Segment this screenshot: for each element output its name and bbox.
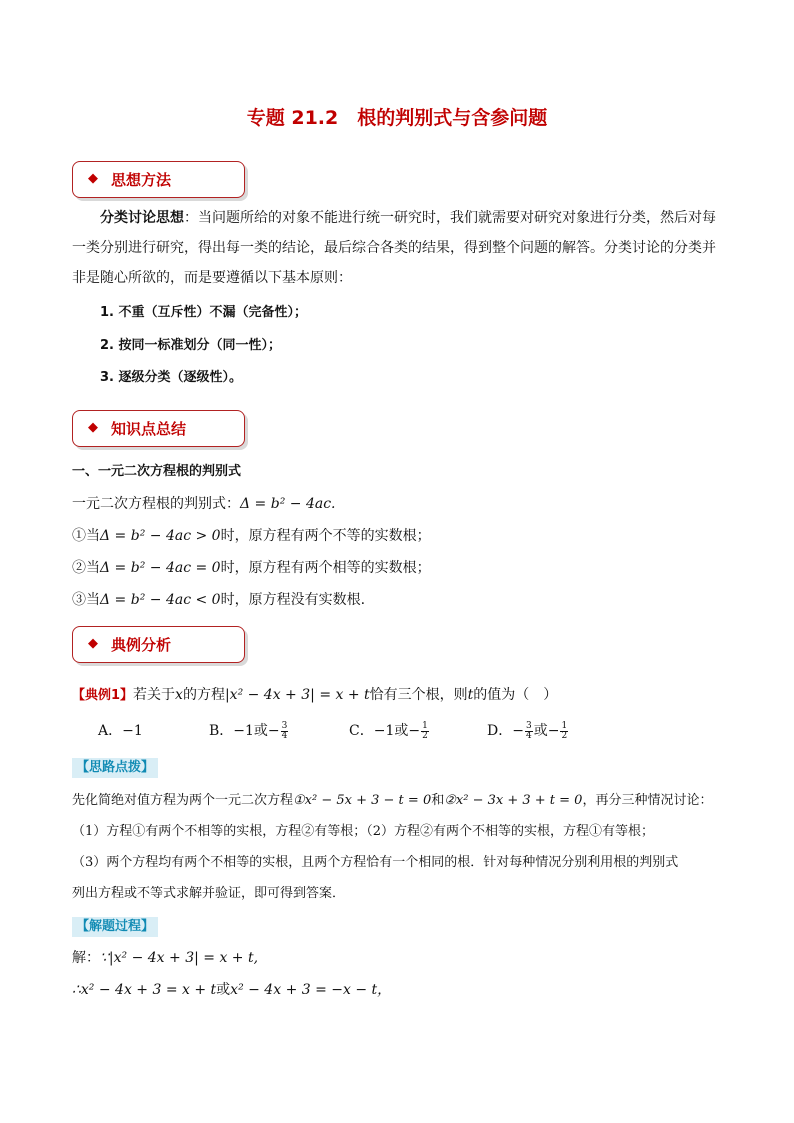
section-header-example (72, 626, 245, 663)
section-title-example: 典例分析 (111, 636, 172, 654)
method-bold-lead: 分类讨论思想 (100, 210, 184, 226)
section-header-method (72, 161, 245, 198)
option-text: −1 (122, 723, 143, 739)
hint-line-4: 列出方程或不等式求解并验证，即可得到答案． (72, 886, 346, 901)
option-text: −1或− (233, 723, 280, 739)
fraction (281, 722, 289, 741)
fraction (421, 722, 429, 741)
hint-tag: 【思路点拨】 (72, 758, 158, 778)
diamond-icon: ◆ (88, 420, 98, 435)
q-pre: 若关于 (133, 687, 176, 703)
solution-tag: 【解题过程】 (72, 917, 158, 937)
case-number: ③ (72, 592, 86, 608)
method-paragraph-line1 (100, 208, 716, 228)
method-paragraph-line3: 非是随心所欲的，而是要遵循以下基本原则： (72, 270, 352, 286)
numerator: 1 (561, 720, 568, 731)
knowledge-heading: 一、一元二次方程根的判别式 (72, 464, 242, 479)
knowledge-case-2 (72, 558, 431, 578)
example-question (72, 685, 557, 706)
denominator: 2 (561, 730, 568, 741)
case-post: 时，原方程有两个不等的实数根； (220, 528, 431, 544)
section-title-method: 思想方法 (111, 171, 172, 189)
hint-equation-2: ②x² − 3x + 3 + t = 0 (444, 793, 583, 808)
solution-line-1 (72, 948, 258, 968)
method-rule-1: 1. 不重（互斥性）不漏（完备性）； (100, 305, 308, 320)
solution-text: 或 (216, 982, 231, 998)
knowledge-case-1 (72, 526, 431, 546)
discriminant-formula: Δ = b² − 4ac. (240, 496, 336, 512)
option-letter: C． (349, 723, 374, 739)
option-letter: D． (487, 723, 513, 739)
section-title-knowledge: 知识点总结 (111, 420, 187, 438)
method-paragraph-line2: 一类分别进行研究，得出每一类的结论，最后综合各类的结果，得到整个问题的解答。分类讨论的分类并 (72, 240, 716, 256)
denominator: 2 (422, 730, 428, 741)
option-letter: B． (209, 723, 234, 739)
method-rule-2: 2. 按同一标准划分（同一性）； (100, 338, 282, 353)
page-title: 专题 21.2 根的判别式与含参问题 (246, 107, 548, 129)
solution-math: x² − 4x + 3 = −x − t， (230, 982, 392, 998)
hint-line-2: （1）方程①有两个不相等的实根，方程②有等根；（2）方程②有两个不相等的实根，方程①有等根； (72, 824, 655, 839)
case-math: Δ = b² − 4ac < 0 (100, 592, 221, 608)
option-text: − (512, 723, 524, 739)
method-line1-rest: ：当问题所给的对象不能进行统一研究时，我们就需要对研究对象进行分类，然后对每 (184, 210, 716, 226)
option-c[interactable] (349, 721, 430, 741)
option-letter: A． (98, 723, 123, 739)
case-pre: 当 (86, 528, 100, 544)
option-text: 或− (533, 723, 560, 739)
hint-equation-1: ①x² − 5x + 3 − t = 0 (293, 793, 432, 808)
case-post: 时，原方程有两个相等的实数根； (220, 560, 431, 576)
numerator: 3 (525, 720, 532, 731)
option-b[interactable] (209, 721, 289, 741)
knowledge-formula-line (72, 494, 336, 514)
solution-math: ∴x² − 4x + 3 = x + t (72, 982, 217, 998)
case-pre: 当 (86, 592, 100, 608)
fraction (560, 722, 568, 741)
case-pre: 当 (86, 560, 100, 576)
formula-label: 一元二次方程根的判别式： (72, 496, 240, 512)
q-end: 的值为（ ） (473, 687, 558, 703)
denominator: 4 (281, 730, 288, 741)
knowledge-case-3 (72, 590, 365, 610)
case-math: Δ = b² − 4ac > 0 (100, 528, 221, 544)
diamond-icon: ◆ (88, 636, 98, 651)
q-mid: 的方程 (182, 687, 225, 703)
numerator: 3 (281, 720, 288, 731)
denominator: 4 (525, 730, 532, 741)
numerator: 1 (422, 720, 428, 731)
q-equation: |x² − 4x + 3| = x + t (224, 687, 370, 703)
solution-line-2 (72, 980, 391, 1000)
q-post: 恰有三个根，则 (369, 687, 468, 703)
option-a[interactable] (98, 721, 143, 741)
diamond-icon: ◆ (88, 171, 98, 186)
hint-line-3: （3）两个方程均有两个不相等的实根，且两个方程恰有一个相同的根．针对每种情况分别利用根的判别式 (72, 855, 679, 870)
option-d[interactable] (487, 721, 569, 741)
hint-text: 和 (431, 793, 445, 808)
option-text: −1或− (373, 723, 421, 739)
section-header-knowledge (72, 410, 245, 447)
hint-text: ，再分三种情况讨论： (582, 793, 713, 808)
hint-line-1 (72, 791, 712, 811)
q-x: x (175, 687, 183, 703)
case-math: Δ = b² − 4ac = 0 (100, 560, 221, 576)
fraction (525, 722, 533, 741)
example-label: 【典例1】 (72, 688, 134, 703)
q-t: t (467, 687, 474, 703)
case-post: 时，原方程没有实数根. (220, 592, 366, 608)
case-number: ② (72, 560, 86, 576)
method-rule-3: 3. 逐级分类（逐级性）。 (100, 370, 243, 385)
case-number: ① (72, 528, 86, 544)
solution-text: 解： (72, 950, 100, 966)
solution-math: ∵|x² − 4x + 3| = x + t, (100, 950, 259, 966)
hint-text: 先化简绝对值方程为两个一元二次方程 (72, 793, 294, 808)
